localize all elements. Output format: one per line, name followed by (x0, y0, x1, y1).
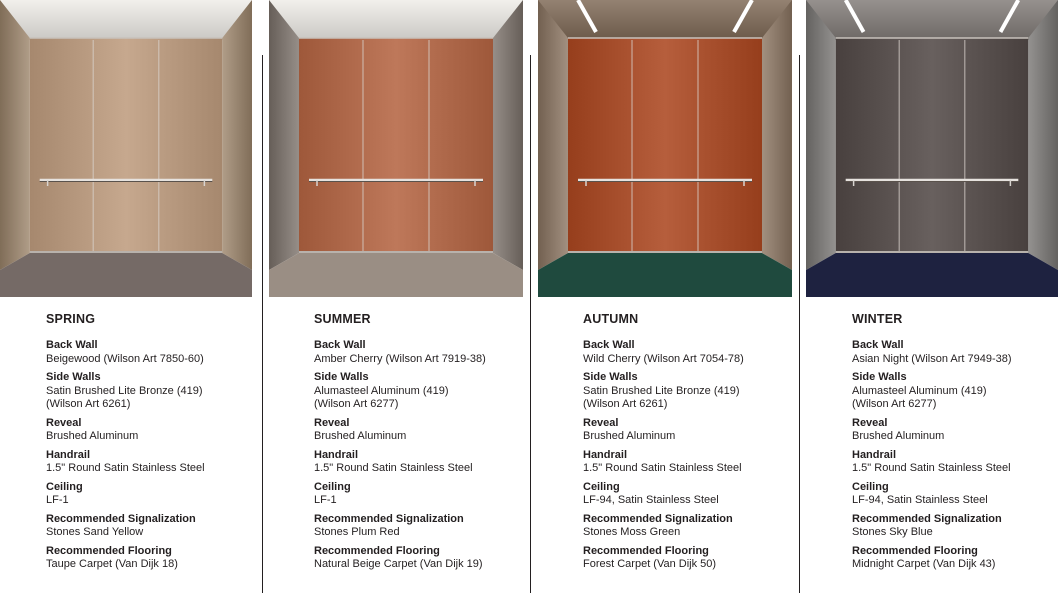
season-title: AUTUMN (583, 312, 639, 326)
spec-label: Back Wall (583, 339, 635, 351)
elevator-cab-photo (269, 0, 523, 297)
spec-value: Forest Carpet (Van Dijk 50) (583, 558, 717, 570)
spec-label: Recommended Flooring (852, 544, 978, 557)
spec-item (314, 371, 519, 412)
spec-item (583, 417, 788, 444)
spec-value: Stones Sky Blue (852, 526, 933, 538)
spec-label: Recommended Signalization (46, 512, 196, 525)
spec-item (46, 449, 248, 476)
spec-value: Stones Moss Green (583, 526, 681, 538)
spec-label: Handrail (46, 448, 91, 461)
column-divider (799, 55, 800, 593)
spec-label: Reveal (314, 416, 350, 429)
finish-column (269, 0, 523, 593)
season-title: SUMMER (314, 312, 371, 326)
spec-label: Ceiling (46, 480, 83, 493)
spec-item (852, 339, 1054, 366)
spec-value: Stones Sand Yellow (46, 526, 144, 538)
spec-label: Handrail (852, 448, 897, 461)
spec-item (314, 449, 519, 476)
spec-value: Alumasteel Aluminum (419) (Wilson Art 6277) (314, 384, 449, 410)
spec-item (583, 545, 788, 572)
spec-item (46, 513, 248, 540)
spec-label: Reveal (46, 416, 82, 429)
season-title: SPRING (46, 312, 96, 326)
spec-value: Amber Cherry (Wilson Art 7919-38) (314, 352, 486, 365)
spec-label: Reveal (852, 416, 888, 429)
spec-value: Beigewood (Wilson Art 7850-60) (46, 352, 204, 365)
spec-value: Natural Beige Carpet (Van Dijk 19) (314, 558, 483, 570)
spec-item (852, 417, 1054, 444)
spec-label: Back Wall (852, 339, 904, 351)
spec-value: 1.5" Round Satin Stainless Steel (46, 462, 205, 474)
spec-value: Brushed Aluminum (583, 430, 676, 442)
spec-label: Ceiling (583, 480, 620, 493)
spec-item (583, 481, 788, 508)
spec-item (46, 339, 248, 366)
spec-item (46, 545, 248, 572)
spec-item (852, 449, 1054, 476)
spec-item (583, 339, 788, 366)
spec-value: Satin Brushed Lite Bronze (419) (Wilson Art 6261) (583, 384, 740, 410)
spec-label: Ceiling (314, 480, 351, 493)
finish-specs (314, 312, 519, 577)
spec-label: Recommended Flooring (46, 544, 172, 557)
spec-item (852, 513, 1054, 540)
spec-item (583, 449, 788, 476)
finish-specs (583, 312, 788, 577)
spec-value: LF-1 (314, 494, 337, 506)
spec-value: LF-1 (46, 494, 69, 506)
spec-label: Recommended Signalization (314, 512, 464, 525)
spec-label: Reveal (583, 416, 619, 429)
finish-column (806, 0, 1058, 593)
spec-label: Recommended Flooring (583, 544, 709, 557)
spec-value: Wild Cherry (Wilson Art 7054-78) (583, 352, 744, 365)
spec-value: Stones Plum Red (314, 526, 400, 538)
spec-item (46, 371, 248, 412)
spec-value: 1.5" Round Satin Stainless Steel (314, 462, 473, 474)
spec-value: 1.5" Round Satin Stainless Steel (852, 462, 1011, 474)
spec-label: Side Walls (852, 371, 907, 383)
spec-label: Side Walls (314, 371, 369, 383)
spec-label: Recommended Flooring (314, 544, 440, 557)
spec-item (852, 545, 1054, 572)
spec-item (852, 481, 1054, 508)
spec-item (314, 513, 519, 540)
elevator-cab-photo (806, 0, 1058, 297)
season-title: WINTER (852, 312, 903, 326)
spec-item (583, 371, 788, 412)
spec-item (46, 417, 248, 444)
spec-value: Asian Night (Wilson Art 7949-38) (852, 352, 1012, 365)
spec-value: Satin Brushed Lite Bronze (419) (Wilson Art 6261) (46, 384, 203, 410)
spec-item (583, 513, 788, 540)
finish-column (0, 0, 252, 593)
spec-value: Brushed Aluminum (46, 430, 139, 442)
spec-label: Recommended Signalization (852, 512, 1002, 525)
spec-item (46, 481, 248, 508)
spec-label: Handrail (583, 448, 628, 461)
spec-value: Taupe Carpet (Van Dijk 18) (46, 558, 178, 570)
finish-specs (46, 312, 248, 577)
spec-label: Recommended Signalization (583, 512, 733, 525)
spec-label: Handrail (314, 448, 359, 461)
spec-item (314, 417, 519, 444)
elevator-cab-photo (0, 0, 252, 297)
spec-label: Side Walls (46, 371, 101, 383)
spec-value: Midnight Carpet (Van Dijk 43) (852, 558, 996, 570)
spec-label: Back Wall (314, 339, 366, 351)
spec-value: Alumasteel Aluminum (419) (Wilson Art 6277) (852, 384, 987, 410)
spec-value: LF-94, Satin Stainless Steel (583, 494, 719, 506)
spec-item (314, 545, 519, 572)
spec-item (314, 339, 519, 366)
spec-label: Ceiling (852, 480, 889, 493)
spec-value: 1.5" Round Satin Stainless Steel (583, 462, 742, 474)
spec-label: Back Wall (46, 339, 98, 351)
column-divider (530, 55, 531, 593)
spec-value: Brushed Aluminum (314, 430, 407, 442)
finish-specs (852, 312, 1054, 577)
spec-value: LF-94, Satin Stainless Steel (852, 494, 988, 506)
spec-item (852, 371, 1054, 412)
spec-value: Brushed Aluminum (852, 430, 945, 442)
finish-column (538, 0, 792, 593)
spec-item (314, 481, 519, 508)
elevator-cab-photo (538, 0, 792, 297)
spec-label: Side Walls (583, 371, 638, 383)
column-divider (262, 55, 263, 593)
